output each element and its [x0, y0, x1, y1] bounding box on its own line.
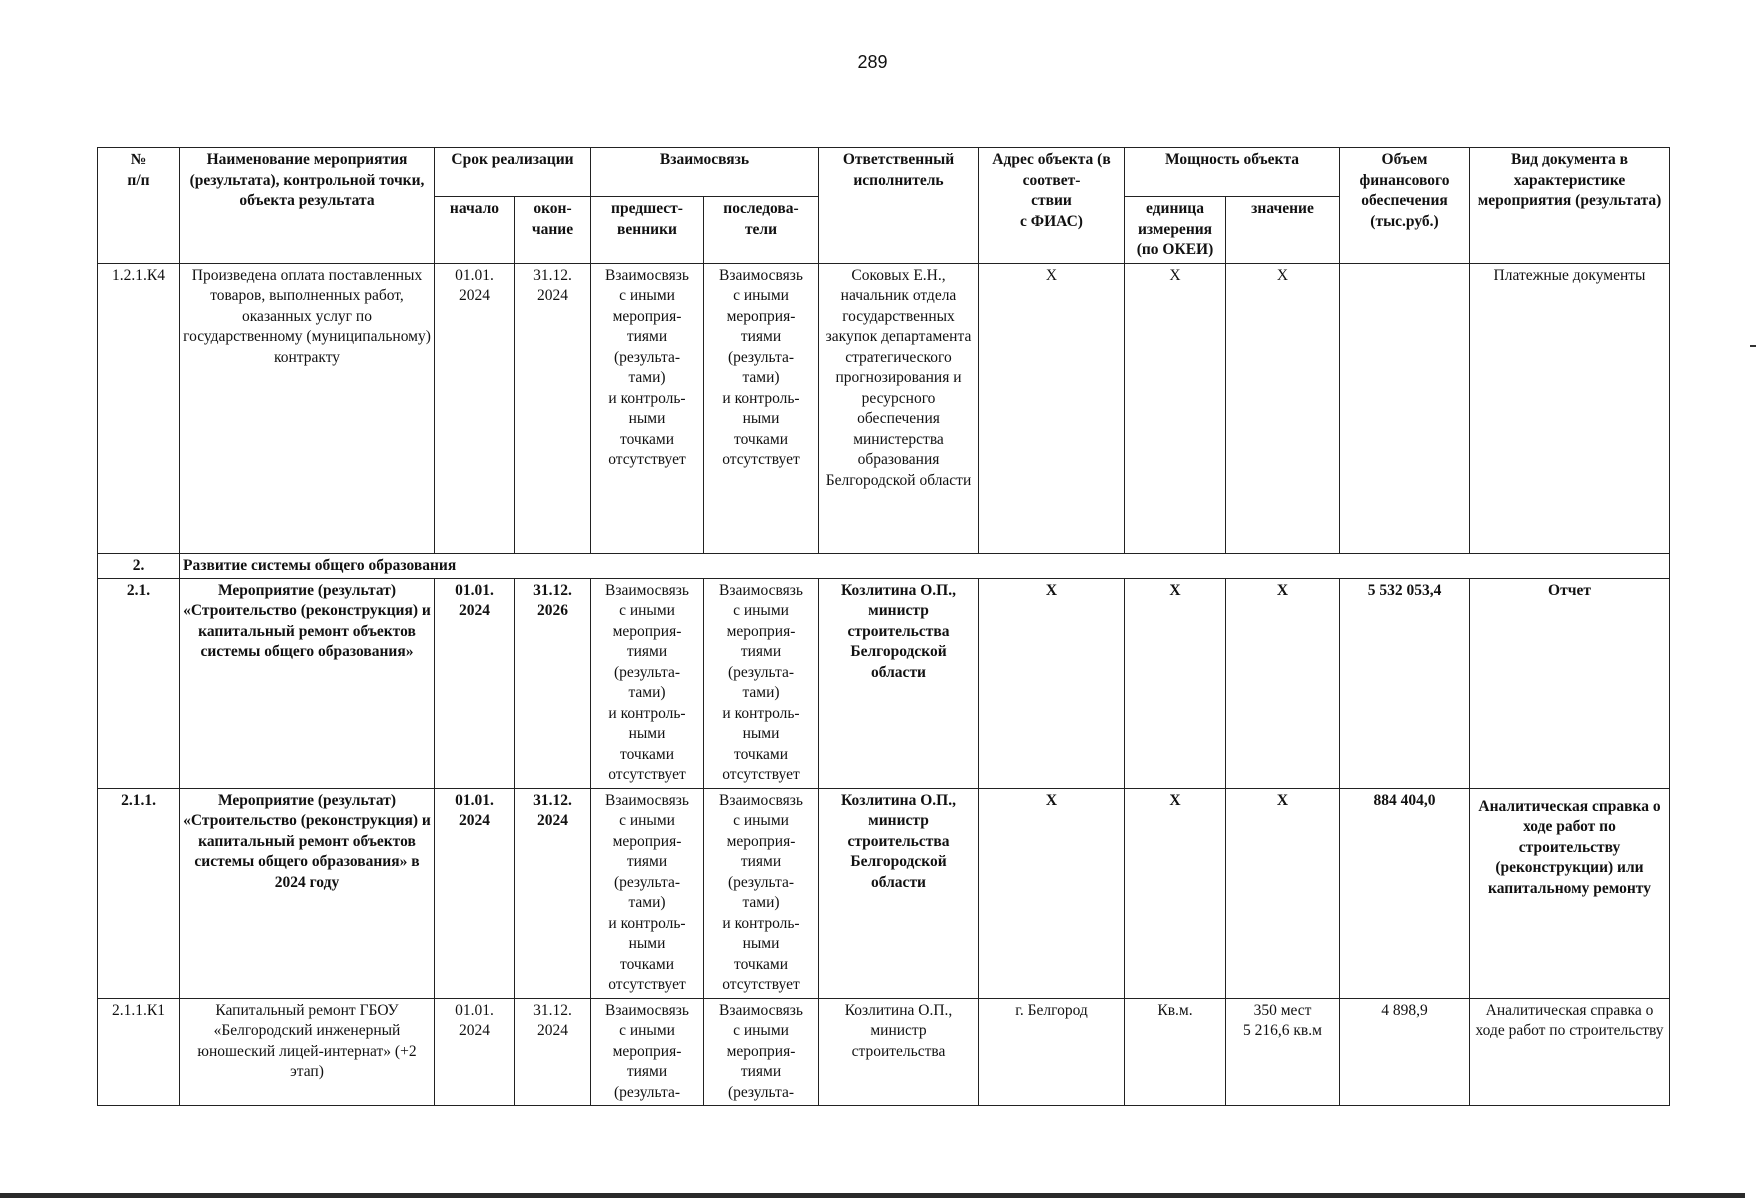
row-value: X: [1226, 788, 1340, 998]
header-term-end: окон- чание: [515, 197, 591, 264]
header-finance: Объем финансового обеспечения (тыс.руб.): [1340, 148, 1470, 264]
row-address: X: [979, 263, 1125, 553]
row-start: 01.01. 2024: [435, 578, 515, 788]
section-row: [98, 553, 1670, 578]
table-row: [98, 788, 1670, 998]
scan-mark: [1750, 345, 1756, 347]
row-name: Мероприятие (результат) «Строительство (реконструкция) и капитальный ремонт объектов системы общего образования» в 2024 году: [180, 788, 435, 998]
row-doc: Аналитическая справка о ходе работ по строительству: [1470, 998, 1670, 1106]
header-doc: Вид документа в характеристике мероприятия (результата): [1470, 148, 1670, 264]
header-capacity: Мощность объекта: [1125, 148, 1340, 197]
row-doc: Платежные документы: [1470, 263, 1670, 553]
row-prev: Взаимосвязь с иными мероприя- тиями (результа-: [591, 998, 704, 1106]
header-link: Взаимосвязь: [591, 148, 819, 197]
header-link-next: последова- тели: [704, 197, 819, 264]
table-row: [98, 578, 1670, 788]
row-unit: X: [1125, 788, 1226, 998]
section-num: 2.: [98, 553, 180, 578]
row-start: 01.01. 2024: [435, 788, 515, 998]
header-term: Срок реализации: [435, 148, 591, 197]
header-address: Адрес объекта (в соответ- ствии с ФИАС): [979, 148, 1125, 264]
row-unit: X: [1125, 263, 1226, 553]
header-term-start: начало: [435, 197, 515, 264]
row-name: Произведена оплата поставленных товаров, выполненных работ, оказанных услуг по государственному (муниципальному) контракту: [180, 263, 435, 553]
header-cap-value: значение: [1226, 197, 1340, 264]
row-doc: Аналитическая справка о ходе работ по строительству (реконструкции) или капитальному ремонту: [1470, 788, 1670, 998]
row-address: г. Белгород: [979, 998, 1125, 1106]
row-end: 31.12. 2024: [515, 263, 591, 553]
row-unit: Кв.м.: [1125, 998, 1226, 1106]
row-finance: 4 898,9: [1340, 998, 1470, 1106]
row-doc: Отчет: [1470, 578, 1670, 788]
header-link-prev: предшест- венники: [591, 197, 704, 264]
scan-edge-bar: [0, 1193, 1745, 1198]
row-responsible: Козлитина О.П., министр строительства Белгородской области: [819, 788, 979, 998]
row-next: Взаимосвязь с иными мероприя- тиями (результа- тами) и контроль- ными точками отсутствует: [704, 788, 819, 998]
row-next: Взаимосвязь с иными мероприя- тиями (результа- тами) и контроль- ными точками отсутствует: [704, 578, 819, 788]
row-finance: 5 532 053,4: [1340, 578, 1470, 788]
row-num: 2.1.1.: [98, 788, 180, 998]
header-responsible: Ответственный исполнитель: [819, 148, 979, 264]
row-prev: Взаимосвязь с иными мероприя- тиями (результа- тами) и контроль- ными точками отсутствует: [591, 578, 704, 788]
section-title: Развитие системы общего образования: [180, 553, 1670, 578]
row-next: Взаимосвязь с иными мероприя- тиями (результа- тами) и контроль- ными точками отсутствует: [704, 263, 819, 553]
row-unit: X: [1125, 578, 1226, 788]
row-finance: [1340, 263, 1470, 553]
row-responsible: Козлитина О.П., министр строительства: [819, 998, 979, 1106]
row-value: X: [1226, 578, 1340, 788]
row-finance: 884 404,0: [1340, 788, 1470, 998]
row-address: X: [979, 788, 1125, 998]
row-num: 1.2.1.К4: [98, 263, 180, 553]
row-end: 31.12. 2026: [515, 578, 591, 788]
events-table: [97, 147, 1670, 1106]
row-name: Капитальный ремонт ГБОУ «Белгородский инженерный юношеский лицей-интернат» (+2 этап): [180, 998, 435, 1106]
row-start: 01.01. 2024: [435, 263, 515, 553]
row-responsible: Соковых Е.Н., начальник отдела государственных закупок департамента стратегического прогнозирования и ресурсного обеспечения министерства образования Белгородской области: [819, 263, 979, 553]
header-row-1: [98, 148, 1670, 197]
header-cap-unit: единица измерения (по ОКЕИ): [1125, 197, 1226, 264]
row-responsible: Козлитина О.П., министр строительства Белгородской области: [819, 578, 979, 788]
table-row: [98, 263, 1670, 553]
row-start: 01.01. 2024: [435, 998, 515, 1106]
row-value: X: [1226, 263, 1340, 553]
row-prev: Взаимосвязь с иными мероприя- тиями (результа- тами) и контроль- ными точками отсутствует: [591, 788, 704, 998]
row-address: X: [979, 578, 1125, 788]
row-value: 350 мест 5 216,6 кв.м: [1226, 998, 1340, 1106]
row-num: 2.1.: [98, 578, 180, 788]
row-name: Мероприятие (результат) «Строительство (реконструкция) и капитальный ремонт объектов системы общего образования»: [180, 578, 435, 788]
row-end: 31.12. 2024: [515, 998, 591, 1106]
table-row: [98, 998, 1670, 1106]
header-name: Наименование мероприятия (результата), контрольной точки, объекта результата: [180, 148, 435, 264]
header-num: № п/п: [98, 148, 180, 264]
page-number: 289: [857, 52, 888, 72]
row-next: Взаимосвязь с иными мероприя- тиями (результа-: [704, 998, 819, 1106]
row-num: 2.1.1.К1: [98, 998, 180, 1106]
row-prev: Взаимосвязь с иными мероприя- тиями (результа- тами) и контроль- ными точками отсутствует: [591, 263, 704, 553]
row-end: 31.12. 2024: [515, 788, 591, 998]
